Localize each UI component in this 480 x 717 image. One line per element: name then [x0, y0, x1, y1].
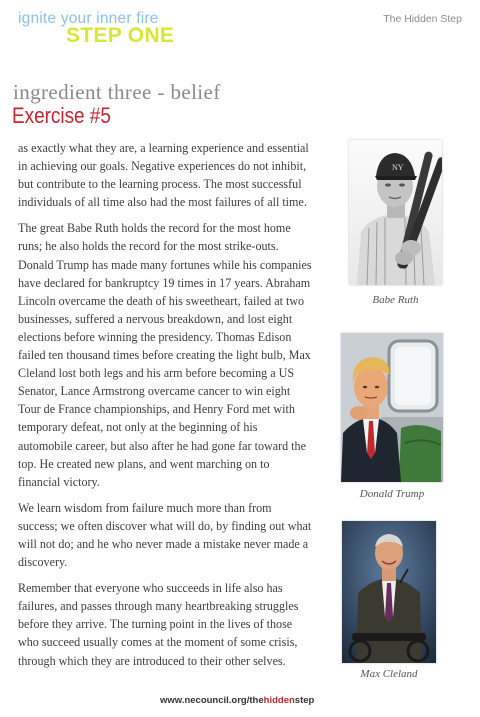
svg-text:NY: NY [392, 163, 404, 172]
babe-ruth-photo [349, 140, 442, 285]
max-cleland-photo [342, 521, 436, 663]
photo-caption: Donald Trump [359, 488, 425, 500]
section-subtitle: ingredient three - belief [13, 80, 221, 104]
photo-caption: Babe Ruth [372, 294, 419, 306]
footer-url-suffix: step [294, 695, 315, 706]
footer-url[interactable] [160, 695, 314, 706]
footer-url-prefix: www.necouncil.org/the [160, 695, 264, 706]
paragraph: We learn wisdom from failure much more than from success; we often discover what will do, by finding out what will not do; and he who never made a mistake never made a discovery. [18, 500, 312, 570]
paragraph: The great Babe Ruth holds the record for the most home runs; he also holds the record for the most strike-outs. Donald Trump has made many fortunes while his companies have declared for bankruptcy 19 times in 17 years. Abraham Lincoln overcame the death of his sweetheart, failed at two businesses, suffered a nervous breakdown, and lost eight elections before winning the presidency. Thomas Edison failed ten thousand times before creating the light bulb, Max Cleland lost both legs and his arm before becoming a US Senator, Lance Armstrong overcame cancer to win eight Tour de France championships, and Henry Ford met with temporary defeat, not only at the beginning of his automobile career, but also after he had gone far toward the top. He created new plans, and went marching on to financial victory. [18, 221, 312, 489]
exercise-title: Exercise #5 [12, 103, 111, 128]
header-step: STEP ONE [66, 24, 175, 47]
footer-url-highlight: hidden [263, 695, 295, 706]
photo-caption: Max Cleland [360, 668, 418, 680]
article-body [18, 139, 314, 678]
paragraph: Remember that everyone who succeeds in life also has failures, and passes through many heartbreaking struggles before they arrive. The turning point in the lives of those who succeed usually comes at the moment of some crisis, through which they are introduced to their other selves. [18, 581, 299, 668]
donald-trump-photo [341, 333, 443, 482]
paragraph: as exactly what they are, a learning experience and essential in achieving our goals. Negative experiences do not inhibit, but contribute to the learning process. The most successful individuals of all time also had the most failures of all time. [18, 141, 309, 210]
header-brand: The Hidden Step [383, 13, 462, 25]
header-tagline: ignite your inner fire [18, 10, 159, 27]
